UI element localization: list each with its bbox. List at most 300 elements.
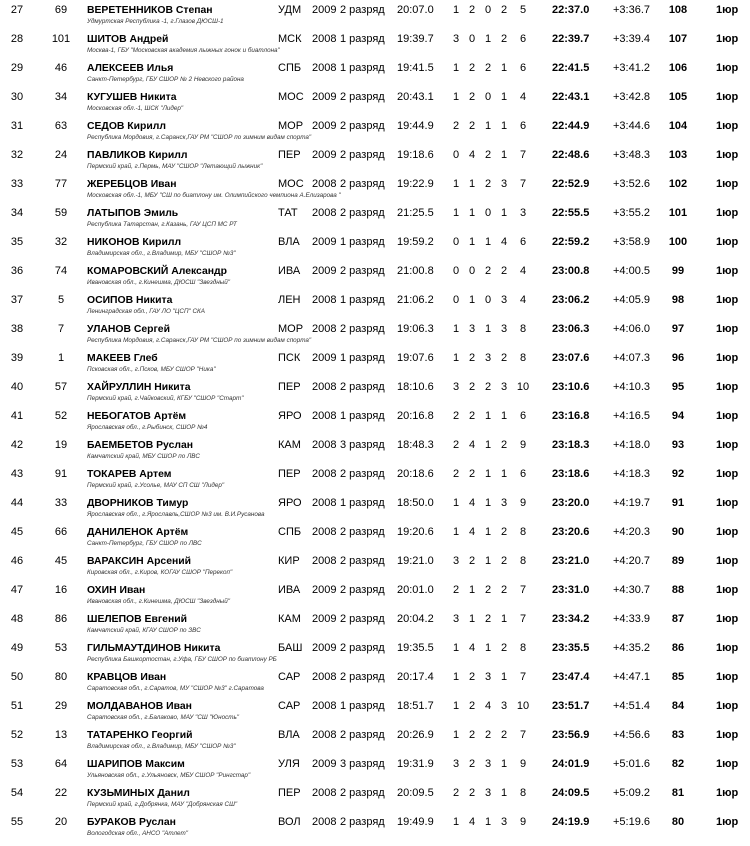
points-cell: 80: [671, 816, 685, 828]
bib-cell: 7: [57, 323, 65, 335]
shooting-stage-3: 2: [484, 178, 492, 190]
penalty-total: 6: [519, 468, 527, 480]
sport-category: 2 разряд: [340, 265, 385, 277]
sport-category: 3 разряд: [340, 439, 385, 451]
qualification-rank: 1юр: [716, 439, 739, 451]
shooting-stage-4: 2: [500, 4, 508, 16]
region-code: ЯРО: [278, 497, 302, 509]
athlete-name: КОМАРОВСКИЙ Александр: [87, 266, 227, 277]
athlete-organization: Ярославская обл., г.Рыбинск, СШОР №4: [87, 424, 208, 431]
athlete-name: КУЗЬМИНЫХ Данил: [87, 788, 190, 799]
time-behind: +4:18.3: [613, 468, 651, 480]
shooting-stage-1: 1: [452, 816, 460, 828]
table-row: [0, 638, 750, 667]
athlete-name: ПАВЛИКОВ Кирилл: [87, 150, 188, 161]
shooting-stage-1: 1: [452, 207, 460, 219]
table-row: [0, 203, 750, 232]
shooting-stage-3: 1: [484, 33, 492, 45]
ski-time: 18:50.0: [397, 497, 434, 509]
shooting-stage-4: 1: [500, 410, 508, 422]
athlete-name: БУРАКОВ Руслан: [87, 817, 176, 828]
total-time: 23:20.6: [552, 526, 590, 538]
qualification-rank: 1юр: [716, 642, 739, 654]
shooting-stage-3: 3: [484, 671, 492, 683]
region-code: КАМ: [278, 439, 301, 451]
points-cell: 84: [671, 700, 685, 712]
region-code: МОС: [278, 91, 304, 103]
shooting-stage-3: 0: [484, 4, 492, 16]
total-time: 22:37.0: [552, 4, 590, 16]
bib-cell: 1: [57, 352, 65, 364]
total-time: 24:19.9: [552, 816, 590, 828]
shooting-stage-2: 2: [468, 758, 476, 770]
table-row: [0, 754, 750, 783]
shooting-stage-3: 2: [484, 613, 492, 625]
place-cell: 30: [10, 91, 24, 103]
athlete-name: ГИЛЬМАУТДИНОВ Никита: [87, 643, 221, 654]
sport-category: 1 разряд: [340, 497, 385, 509]
ski-time: 18:10.6: [397, 381, 434, 393]
qualification-rank: 1юр: [716, 149, 739, 161]
region-code: ВЛА: [278, 729, 300, 741]
place-cell: 38: [10, 323, 24, 335]
penalty-total: 6: [519, 62, 527, 74]
ski-time: 18:48.3: [397, 439, 434, 451]
bib-cell: 13: [54, 729, 68, 741]
athlete-organization: Республика Татарстан, г.Казань, ГАУ ЦСП МС РТ: [87, 221, 237, 228]
penalty-total: 4: [519, 294, 527, 306]
penalty-total: 8: [519, 352, 527, 364]
time-behind: +5:09.2: [613, 787, 651, 799]
bib-cell: 16: [54, 584, 68, 596]
shooting-stage-4: 4: [500, 236, 508, 248]
shooting-stage-1: 3: [452, 381, 460, 393]
birth-year: 2009: [312, 236, 337, 248]
athlete-organization: Ивановская обл., г.Кинешма, ДЮСШ "Звездный": [87, 598, 231, 605]
birth-year: 2008: [312, 381, 337, 393]
time-behind: +4:10.3: [613, 381, 651, 393]
total-time: 22:44.9: [552, 120, 590, 132]
bib-cell: 57: [54, 381, 68, 393]
shooting-stage-1: 2: [452, 468, 460, 480]
shooting-stage-2: 0: [468, 33, 476, 45]
bib-cell: 77: [54, 178, 68, 190]
birth-year: 2008: [312, 497, 337, 509]
shooting-stage-4: 1: [500, 787, 508, 799]
region-code: ЛЕН: [278, 294, 301, 306]
ski-time: 19:39.7: [397, 33, 434, 45]
penalty-total: 6: [519, 120, 527, 132]
time-behind: +4:16.5: [613, 410, 651, 422]
shooting-stage-3: 2: [484, 62, 492, 74]
qualification-rank: 1юр: [716, 729, 739, 741]
shooting-stage-1: 1: [452, 642, 460, 654]
bib-cell: 69: [54, 4, 68, 16]
sport-category: 2 разряд: [340, 526, 385, 538]
ski-time: 20:09.5: [397, 787, 434, 799]
penalty-total: 9: [519, 439, 527, 451]
birth-year: 2008: [312, 207, 337, 219]
ski-time: 20:16.8: [397, 410, 434, 422]
bib-cell: 52: [54, 410, 68, 422]
shooting-stage-2: 2: [468, 120, 476, 132]
athlete-name: КРАВЦОВ Иван: [87, 672, 167, 683]
points-cell: 100: [668, 236, 688, 248]
sport-category: 1 разряд: [340, 700, 385, 712]
shooting-stage-4: 2: [500, 352, 508, 364]
sport-category: 2 разряд: [340, 787, 385, 799]
qualification-rank: 1юр: [716, 555, 739, 567]
ski-time: 20:17.4: [397, 671, 434, 683]
shooting-stage-2: 2: [468, 787, 476, 799]
sport-category: 2 разряд: [340, 584, 385, 596]
shooting-stage-3: 1: [484, 816, 492, 828]
ski-time: 19:22.9: [397, 178, 434, 190]
region-code: ПСК: [278, 352, 301, 364]
shooting-stage-2: 1: [468, 294, 476, 306]
sport-category: 2 разряд: [340, 816, 385, 828]
shooting-stage-1: 1: [452, 352, 460, 364]
place-cell: 49: [10, 642, 24, 654]
total-time: 23:35.5: [552, 642, 590, 654]
penalty-total: 8: [519, 787, 527, 799]
region-code: УДМ: [278, 4, 302, 16]
shooting-stage-1: 0: [452, 294, 460, 306]
region-code: МОР: [278, 120, 304, 132]
region-code: ПЕР: [278, 149, 301, 161]
total-time: 23:07.6: [552, 352, 590, 364]
shooting-stage-4: 3: [500, 700, 508, 712]
table-row: [0, 725, 750, 754]
qualification-rank: 1юр: [716, 526, 739, 538]
place-cell: 50: [10, 671, 24, 683]
time-behind: +5:19.6: [613, 816, 651, 828]
region-code: ИВА: [278, 265, 301, 277]
points-cell: 98: [671, 294, 685, 306]
sport-category: 2 разряд: [340, 671, 385, 683]
region-code: ВОЛ: [278, 816, 301, 828]
time-behind: +4:07.3: [613, 352, 651, 364]
total-time: 22:39.7: [552, 33, 590, 45]
shooting-stage-1: 0: [452, 265, 460, 277]
sport-category: 1 разряд: [340, 62, 385, 74]
birth-year: 2008: [312, 526, 337, 538]
ski-time: 19:44.9: [397, 120, 434, 132]
points-cell: 85: [671, 671, 685, 683]
athlete-organization: Ивановская обл., г.Кинешма, ДЮСШ "Звездный": [87, 279, 231, 286]
time-behind: +3:41.2: [613, 62, 651, 74]
time-behind: +3:39.4: [613, 33, 651, 45]
place-cell: 29: [10, 62, 24, 74]
points-cell: 95: [671, 381, 685, 393]
sport-category: 2 разряд: [340, 120, 385, 132]
bib-cell: 5: [57, 294, 65, 306]
sport-category: 1 разряд: [340, 236, 385, 248]
shooting-stage-1: 2: [452, 410, 460, 422]
athlete-organization: Камчатский край, КГАУ СШОР по ЗВС: [87, 627, 201, 634]
points-cell: 107: [668, 33, 688, 45]
athlete-name: ДАНИЛЕНОК Артём: [87, 527, 189, 538]
shooting-stage-4: 1: [500, 120, 508, 132]
sport-category: 2 разряд: [340, 323, 385, 335]
athlete-name: ШЕЛЕПОВ Евгений: [87, 614, 188, 625]
points-cell: 99: [671, 265, 685, 277]
place-cell: 41: [10, 410, 24, 422]
bib-cell: 86: [54, 613, 68, 625]
birth-year: 2009: [312, 91, 337, 103]
points-cell: 106: [668, 62, 688, 74]
ski-time: 20:26.9: [397, 729, 434, 741]
table-row: [0, 609, 750, 638]
region-code: ТАТ: [278, 207, 298, 219]
place-cell: 54: [10, 787, 24, 799]
ski-time: 19:31.9: [397, 758, 434, 770]
shooting-stage-1: 3: [452, 33, 460, 45]
shooting-stage-4: 1: [500, 149, 508, 161]
total-time: 23:56.9: [552, 729, 590, 741]
birth-year: 2009: [312, 758, 337, 770]
birth-year: 2008: [312, 33, 337, 45]
penalty-total: 6: [519, 33, 527, 45]
shooting-stage-3: 2: [484, 584, 492, 596]
birth-year: 2009: [312, 613, 337, 625]
table-row: [0, 783, 750, 812]
shooting-stage-4: 2: [500, 526, 508, 538]
penalty-total: 4: [519, 91, 527, 103]
total-time: 22:48.6: [552, 149, 590, 161]
ski-time: 19:06.3: [397, 323, 434, 335]
athlete-organization: Пермский край, г.Чайковский, КГБУ "СШОР "Старт": [87, 395, 244, 402]
time-behind: +4:00.5: [613, 265, 651, 277]
birth-year: 2009: [312, 352, 337, 364]
bib-cell: 34: [54, 91, 68, 103]
time-behind: +3:48.3: [613, 149, 651, 161]
shooting-stage-1: 0: [452, 149, 460, 161]
qualification-rank: 1юр: [716, 613, 739, 625]
place-cell: 35: [10, 236, 24, 248]
qualification-rank: 1юр: [716, 787, 739, 799]
qualification-rank: 1юр: [716, 381, 739, 393]
ski-time: 19:41.5: [397, 62, 434, 74]
table-row: [0, 348, 750, 377]
time-behind: +4:20.7: [613, 555, 651, 567]
qualification-rank: 1юр: [716, 584, 739, 596]
table-row: [0, 116, 750, 145]
points-cell: 83: [671, 729, 685, 741]
points-cell: 105: [668, 91, 688, 103]
shooting-stage-1: 2: [452, 787, 460, 799]
birth-year: 2008: [312, 178, 337, 190]
time-behind: +4:30.7: [613, 584, 651, 596]
points-cell: 102: [668, 178, 688, 190]
points-cell: 97: [671, 323, 685, 335]
bib-cell: 22: [54, 787, 68, 799]
table-row: [0, 812, 750, 841]
bib-cell: 80: [54, 671, 68, 683]
shooting-stage-2: 2: [468, 91, 476, 103]
time-behind: +3:44.6: [613, 120, 651, 132]
athlete-organization: Владимирская обл., г.Владимир, МБУ "СШОР №3": [87, 250, 236, 257]
time-behind: +5:01.6: [613, 758, 651, 770]
total-time: 24:09.5: [552, 787, 590, 799]
shooting-stage-3: 1: [484, 526, 492, 538]
athlete-name: МАКЕЕВ Глеб: [87, 353, 158, 364]
athlete-organization: Кировская обл., г.Киров, КОГАУ СШОР "Перекоп": [87, 569, 233, 576]
place-cell: 33: [10, 178, 24, 190]
birth-year: 2008: [312, 555, 337, 567]
place-cell: 55: [10, 816, 24, 828]
qualification-rank: 1юр: [716, 468, 739, 480]
sport-category: 2 разряд: [340, 729, 385, 741]
total-time: 22:43.1: [552, 91, 590, 103]
athlete-organization: Ульяновская обл., г.Ульяновск, МБУ СШОР "Рингстар": [87, 772, 251, 779]
ski-time: 20:04.2: [397, 613, 434, 625]
table-row: [0, 551, 750, 580]
ski-time: 20:43.1: [397, 91, 434, 103]
shooting-stage-2: 1: [468, 236, 476, 248]
region-code: БАШ: [278, 642, 303, 654]
penalty-total: 8: [519, 642, 527, 654]
place-cell: 42: [10, 439, 24, 451]
bib-cell: 101: [51, 33, 71, 45]
shooting-stage-1: 1: [452, 4, 460, 16]
shooting-stage-3: 3: [484, 352, 492, 364]
sport-category: 3 разряд: [340, 758, 385, 770]
ski-time: 20:07.0: [397, 4, 434, 16]
total-time: 22:55.5: [552, 207, 590, 219]
shooting-stage-4: 3: [500, 497, 508, 509]
region-code: КАМ: [278, 613, 301, 625]
points-cell: 86: [671, 642, 685, 654]
shooting-stage-3: 2: [484, 381, 492, 393]
points-cell: 104: [668, 120, 688, 132]
points-cell: 94: [671, 410, 685, 422]
place-cell: 34: [10, 207, 24, 219]
time-behind: +4:35.2: [613, 642, 651, 654]
shooting-stage-2: 4: [468, 149, 476, 161]
shooting-stage-1: 2: [452, 584, 460, 596]
athlete-name: ВЕРЕТЕННИКОВ Степан: [87, 5, 213, 16]
bib-cell: 66: [54, 526, 68, 538]
shooting-stage-2: 2: [468, 410, 476, 422]
total-time: 23:31.0: [552, 584, 590, 596]
birth-year: 2008: [312, 294, 337, 306]
athlete-organization: Псковская обл., г.Псков, МБУ СШОР "Ника": [87, 366, 216, 373]
ski-time: 18:51.7: [397, 700, 434, 712]
total-time: 23:47.4: [552, 671, 590, 683]
table-row: [0, 232, 750, 261]
region-code: ЯРО: [278, 410, 302, 422]
shooting-stage-4: 2: [500, 439, 508, 451]
shooting-stage-4: 1: [500, 671, 508, 683]
shooting-stage-1: 1: [452, 729, 460, 741]
birth-year: 2009: [312, 265, 337, 277]
qualification-rank: 1юр: [716, 294, 739, 306]
shooting-stage-2: 1: [468, 178, 476, 190]
shooting-stage-3: 1: [484, 439, 492, 451]
table-row: [0, 493, 750, 522]
region-code: ПЕР: [278, 468, 301, 480]
shooting-stage-2: 2: [468, 729, 476, 741]
table-row: [0, 580, 750, 609]
time-behind: +4:05.9: [613, 294, 651, 306]
athlete-name: ДВОРНИКОВ Тимур: [87, 498, 189, 509]
athlete-organization: Вологодская обл., АНСО "Атлет": [87, 830, 188, 837]
qualification-rank: 1юр: [716, 816, 739, 828]
ski-time: 19:59.2: [397, 236, 434, 248]
time-behind: +3:52.6: [613, 178, 651, 190]
athlete-organization: Владимирская обл., г.Владимир, МБУ "СШОР №3": [87, 743, 236, 750]
points-cell: 96: [671, 352, 685, 364]
place-cell: 52: [10, 729, 24, 741]
shooting-stage-4: 1: [500, 758, 508, 770]
shooting-stage-3: 1: [484, 642, 492, 654]
penalty-total: 9: [519, 816, 527, 828]
table-row: [0, 174, 750, 203]
athlete-name: ТОКАРЕВ Артем: [87, 469, 172, 480]
bib-cell: 33: [54, 497, 68, 509]
shooting-stage-1: 1: [452, 526, 460, 538]
shooting-stage-1: 3: [452, 613, 460, 625]
penalty-total: 7: [519, 178, 527, 190]
shooting-stage-3: 0: [484, 207, 492, 219]
place-cell: 48: [10, 613, 24, 625]
athlete-name: КУГУШЕВ Никита: [87, 92, 177, 103]
points-cell: 108: [668, 4, 688, 16]
ski-time: 20:01.0: [397, 584, 434, 596]
shooting-stage-4: 1: [500, 62, 508, 74]
athlete-organization: Пермский край, г.Усолье, МАУ СП СШ "Лидер": [87, 482, 225, 489]
athlete-name: БАЕМБЕТОВ Руслан: [87, 440, 194, 451]
athlete-name: ЖЕРЕБЦОВ Иван: [87, 179, 177, 190]
ski-time: 21:00.8: [397, 265, 434, 277]
shooting-stage-4: 2: [500, 265, 508, 277]
shooting-stage-2: 1: [468, 584, 476, 596]
points-cell: 91: [671, 497, 685, 509]
athlete-organization: Саратовская обл., г.Саратов, МУ "СШОР №3" г.Саратова: [87, 685, 264, 692]
sport-category: 2 разряд: [340, 642, 385, 654]
shooting-stage-4: 3: [500, 294, 508, 306]
athlete-organization: Пермский край, г.Добрянка, МАУ "Добрянская СШ": [87, 801, 238, 808]
athlete-organization: Саратовская обл., г.Балаково, МАУ "СШ "Юность": [87, 714, 240, 721]
time-behind: +4:56.6: [613, 729, 651, 741]
sport-category: 2 разряд: [340, 178, 385, 190]
athlete-organization: Пермский край, г.Пермь, МАУ "СШОР "Летающий лыжник": [87, 163, 263, 170]
ski-time: 19:21.0: [397, 555, 434, 567]
bib-cell: 45: [54, 555, 68, 567]
athlete-organization: Московская обл.-1, МБУ "СШ по биатлону им. Олимпийского чемпиона А.Елизарова ": [87, 192, 341, 199]
table-row: [0, 667, 750, 696]
shooting-stage-1: 3: [452, 555, 460, 567]
shooting-stage-3: 2: [484, 265, 492, 277]
sport-category: 2 разряд: [340, 207, 385, 219]
shooting-stage-3: 1: [484, 497, 492, 509]
birth-year: 2009: [312, 642, 337, 654]
sport-category: 2 разряд: [340, 91, 385, 103]
shooting-stage-3: 3: [484, 758, 492, 770]
qualification-rank: 1юр: [716, 178, 739, 190]
total-time: 23:10.6: [552, 381, 590, 393]
athlete-name: ШАРИПОВ Максим: [87, 759, 185, 770]
total-time: 22:52.9: [552, 178, 590, 190]
qualification-rank: 1юр: [716, 265, 739, 277]
place-cell: 32: [10, 149, 24, 161]
shooting-stage-2: 3: [468, 323, 476, 335]
athlete-organization: Удмуртская Республика -1, г.Глазов ДЮСШ-1: [87, 18, 224, 25]
penalty-total: 5: [519, 4, 527, 16]
athlete-name: НИКОНОВ Кирилл: [87, 237, 182, 248]
shooting-stage-2: 2: [468, 555, 476, 567]
